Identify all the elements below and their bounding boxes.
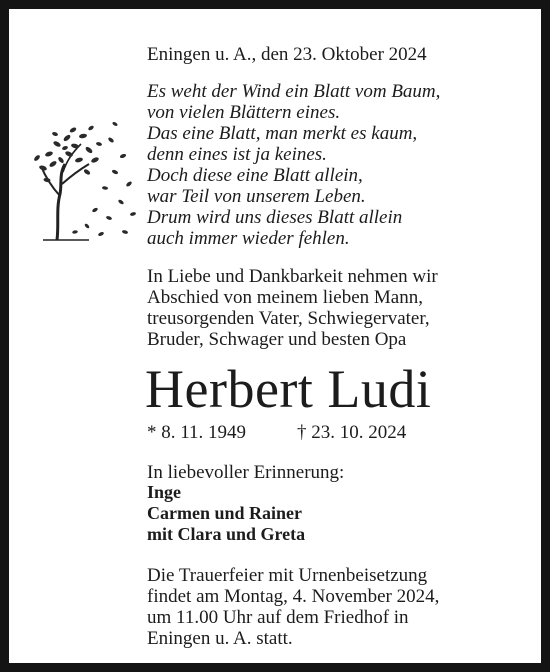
tree-with-falling-leaves-icon [29,114,141,246]
service-info [147,565,439,649]
family-line: mit Clara und Greta [147,524,306,544]
poem-line: war Teil von unserem Leben. [147,186,366,207]
remembrance-label: In liebevoller Erinnerung: [147,462,345,483]
family-line: Inge [147,482,182,502]
poem-line: denn eines ist ja keines. [147,144,327,165]
deceased-name: Herbert Ludi [145,359,432,419]
intro-line: Bruder, Schwager und besten Opa [147,329,407,350]
poem-line: von vielen Blättern eines. [147,102,341,123]
family-list [147,482,305,545]
service-line: Eningen u. A. statt. [147,628,293,649]
poem-line: Es weht der Wind ein Blatt vom Baum, [147,81,441,102]
family-line: Carmen und Rainer [147,503,303,523]
birth-date: * 8. 11. 1949 [147,422,247,443]
poem [147,81,440,249]
poem-line: Drum wird uns dieses Blatt allein [147,207,403,228]
poem-line: Das eine Blatt, man merkt es kaum, [147,123,418,144]
intro-line: Abschied von meinem lieben Mann, [147,287,423,308]
intro-line: treusorgenden Vater, Schwiegervater, [147,308,430,329]
place-date: Eningen u. A., den 23. Oktober 2024 [147,44,427,65]
poem-line: Doch diese eine Blatt allein, [147,165,363,186]
service-line: um 11.00 Uhr auf dem Friedhof in [147,607,409,628]
intro-text [147,266,438,350]
poem-line: auch immer wieder fehlen. [147,228,350,249]
service-line: findet am Montag, 4. November 2024, [147,586,440,607]
service-line: Die Trauerfeier mit Urnenbeisetzung [147,565,428,586]
death-date: † 23. 10. 2024 [297,422,407,443]
intro-line: In Liebe und Dankbarkeit nehmen wir [147,266,438,287]
